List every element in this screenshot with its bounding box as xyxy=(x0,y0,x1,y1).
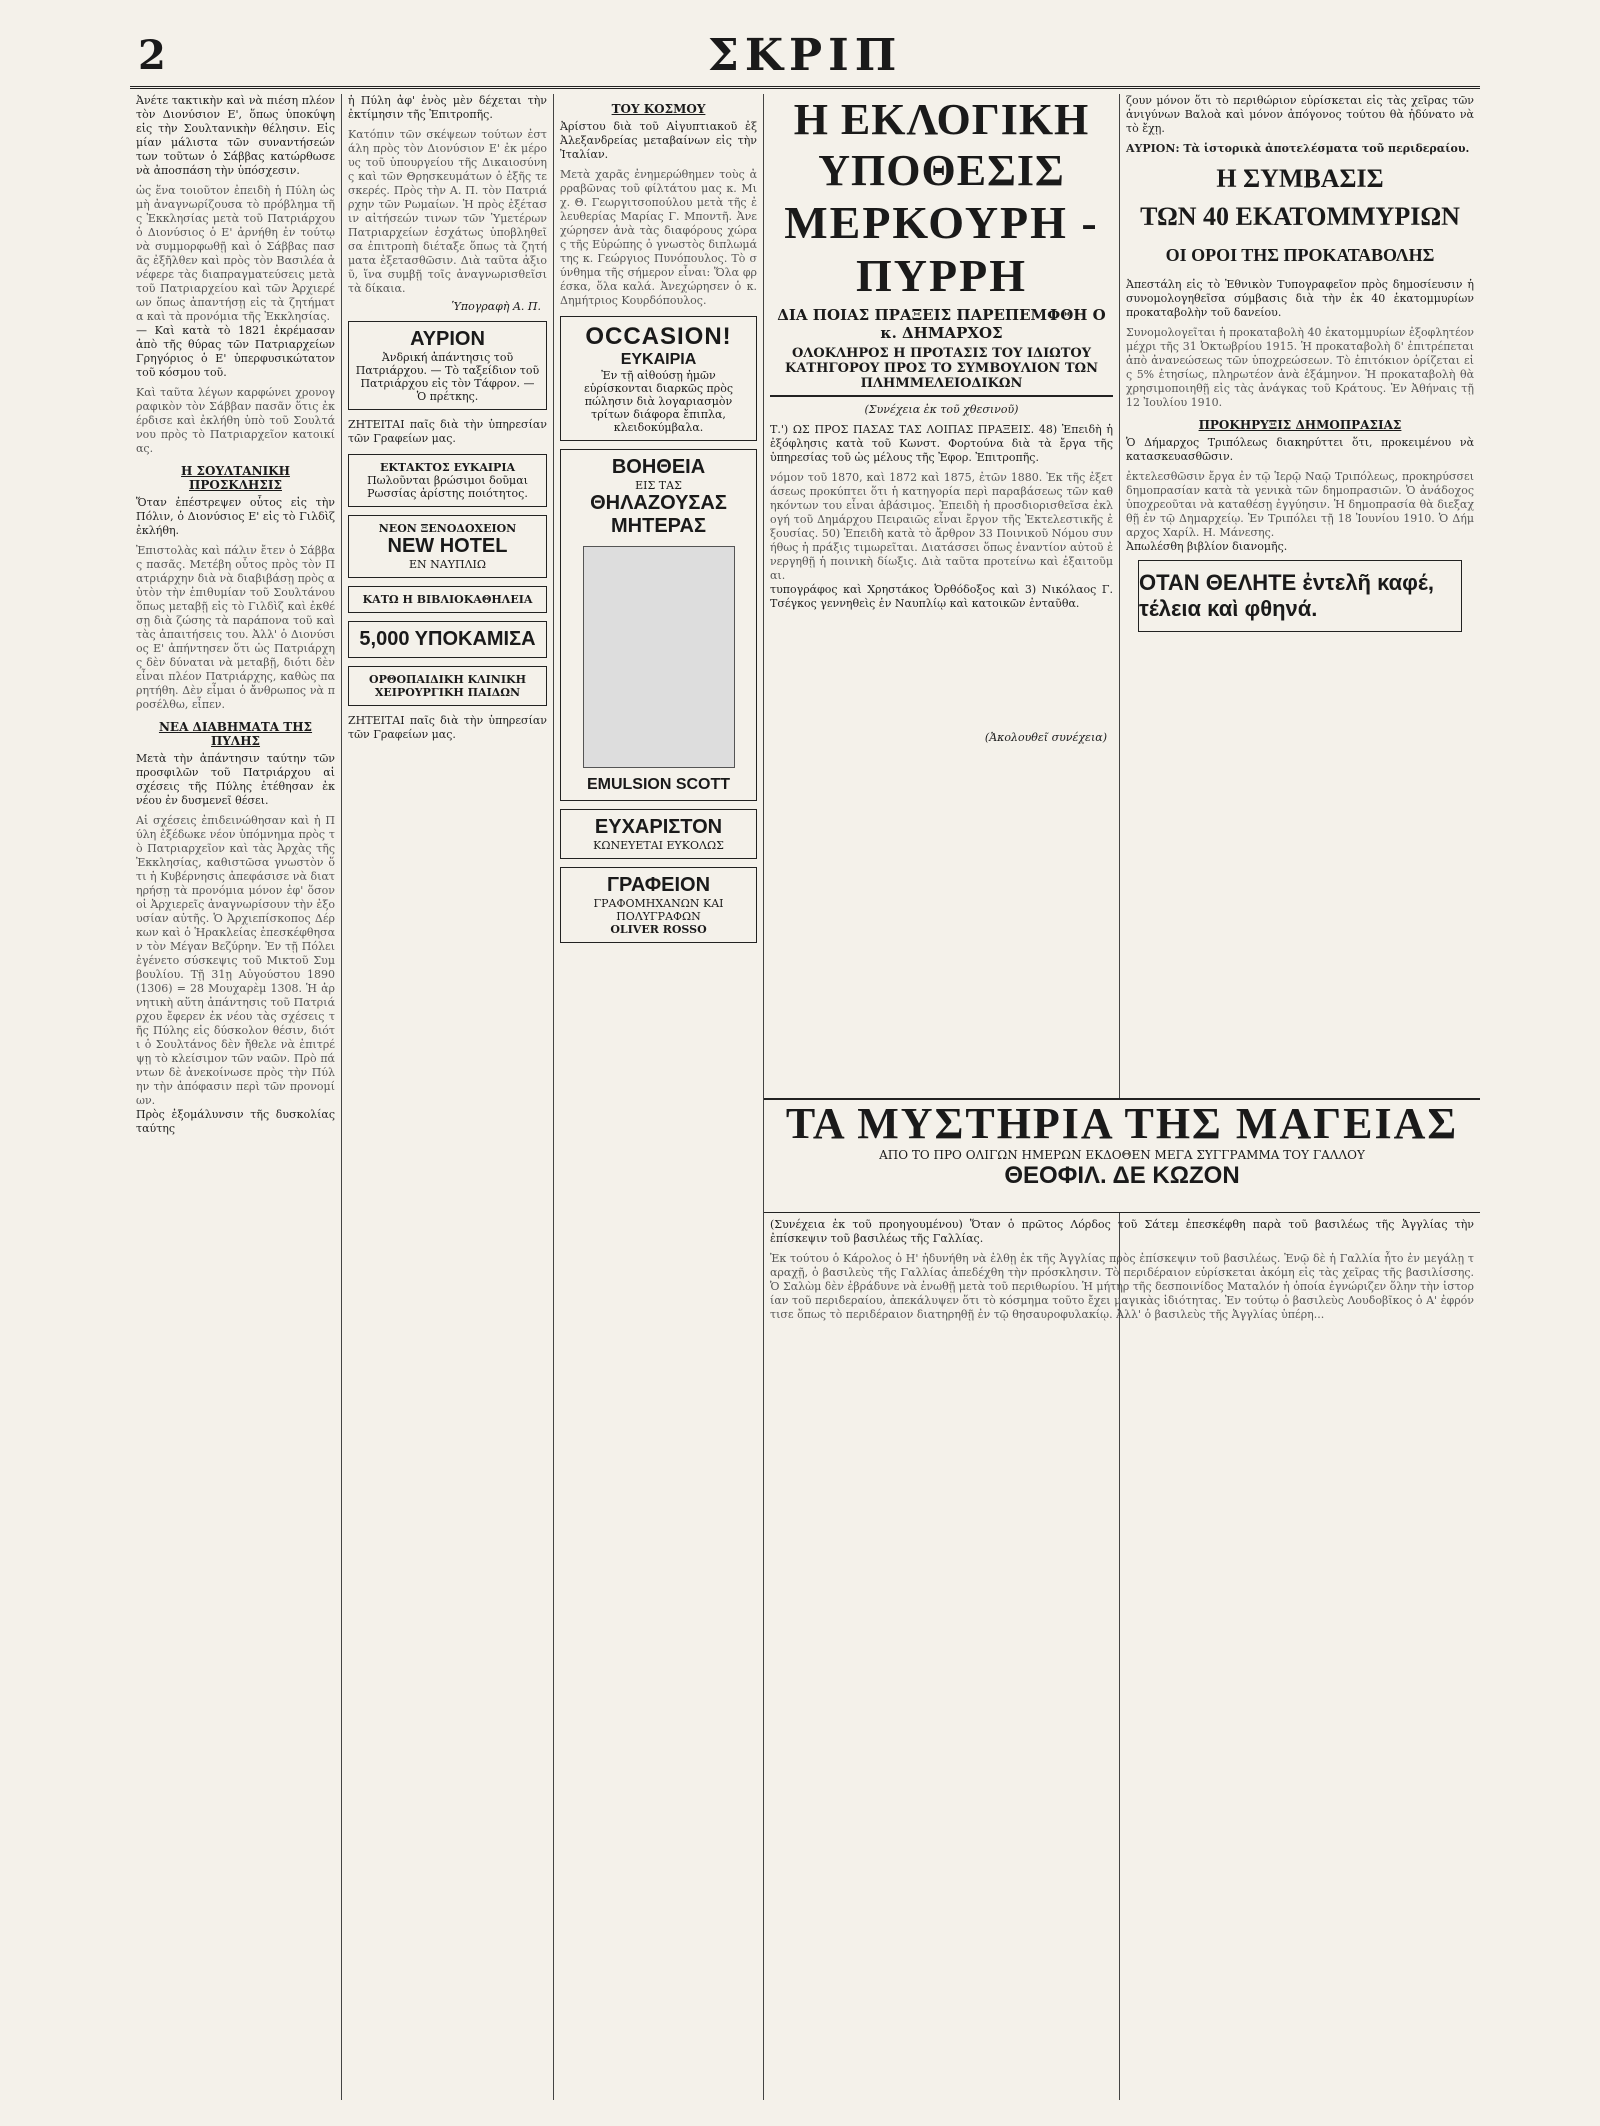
col3-ad-scott-l2: ΕΙΣ ΤΑΣ xyxy=(635,479,682,492)
column-5 xyxy=(1120,94,1480,2100)
main-headline xyxy=(770,94,1113,397)
col1-heading-2: ΝΕΑ ΔΙΑΒΗΜΑΤΑ ΤΗΣ ΠΥΛΗΣ xyxy=(158,720,313,748)
col3-para-1: Ἀρίστου διὰ τοῦ Αἰγυπτιακοῦ ἐξ Ἀλεξανδρείας μεταβαίνων εἰς τὴν Ἰταλίαν. xyxy=(560,120,757,161)
col2-wanted-2: ΖΗΤΕΙΤΑΙ παῖς διὰ τὴν ὑπηρεσίαν τῶν Γραφείων μας. xyxy=(348,714,547,741)
main-headline-3: ΔΙΑ ΠΟΙΑΣ ΠΡΑΞΕΙΣ ΠΑΡΕΠΕΜΦΘΗ Ο κ. ΔΗΜΑΡΧΟΣ xyxy=(777,306,1106,342)
column-1 xyxy=(130,94,342,2100)
col3-ad-eucharist xyxy=(560,809,757,859)
magic-author: ΘΕΟΦΙΛ. ΔΕ ΚΩΖΟΝ xyxy=(1004,1162,1240,1189)
col1-filler-3: Ἐπιστολὰς καὶ πάλιν ἔτεν ὁ Σάββας πασᾶς. Μετέβη οὗτος πρὸς τὸν Πατριάρχην διὰ νὰ διαβιβάσῃ πρὸς αὐτὸν τὴν ἐπιθυμίαν τοῦ Σουλτάνου ὅπως μεταβῇ εἰς τὸ Γιλδὶζ καὶ ἐκθέσῃ διὰ ζώσης τὰ παράπονα τοῦ καὶ τὰς ἀπαιτήσεις του. Ἀλλ' ὁ Διονύσιος Ε' ἀπήντησεν ὅτι ὡς Πατριάρχης δὲν δύναται νὰ μεταβῇ, διότι δὲν εἶναι πλέον Πατριάρχης, καθὼς παρητήθη. Δὲν εἶμαι ὁ ἄνθρωπος νὰ προσέλθω, εἶπεν. xyxy=(136,544,335,711)
col3-filler-1: Μετὰ χαρᾶς ἐνημερώθημεν τοὺς ἀρραβῶνας τοῦ φίλτάτου μας κ. Μιχ. Θ. Γεωργιτσοπούλου μετὰ τῆς ἐλευθερίας Μαρίας Γ. Μποντῆ. Ἀνεχώρησεν ἀνὰ τὰς διαφόρους χώρας τῆς Εὐρώπης ὁ γνωστὸς διπλωμάτης κ. Γεώργιος Πυνόπουλος. Τὸ σύνθημα τῆς σήμερον εἶναι: Ὅλα φρέσκα, ὅλα καλά. Ἀνεχώρησεν ὁ κ. Δημήτριος Κουρδόπουλος. xyxy=(560,168,757,307)
newspaper-title: ΣΚΡΙΠ xyxy=(707,30,903,81)
main-headline-1: Η ΕΚΛΟΓΙΚΗ ΥΠΟΘΕΣΙΣ xyxy=(793,95,1090,195)
col3-ad-eucharist-l2: ΚΩΝΕΥΕΤΑΙ ΕΥΚΟΛΩΣ xyxy=(593,839,724,852)
magic-filler: Ἐκ τούτου ὁ Κάρολος ὁ Η' ἠδυνήθη νὰ ἐλθῃ ἐκ τῆς Ἀγγλίας πρὸς ἐπίσκεψιν τοῦ βασιλέως. Ἐνῷ δὲ ἡ Γαλλία ἦτο ἐν μεγάλῃ ταραχῇ, ὁ βασιλεὺς τῆς Γαλλίας ἀπεδέχθη τὴν πρόσκλησιν. Τὸ περιδέραιον εὑρίσκεται ἀκόμη εἰς τὰς χεῖρας τῆς βασιλίσσης. Ὁ Σαλὼμ δὲν ἐβράδυνε νὰ ἐνωθῇ μετὰ τοῦ περιθωρίου. Ἡ μήτηρ τῆς δεσποινίδος Ματαλόν ἡ ὁποία ἐγνώριζεν ὅλην τὴν ἱστορίαν τοῦ περιδεραίου, ἀπεκάλυψεν ὅτι τὸ κόσμημα τοῦτο ἔχει μαγικὰς ἰδιότητας. Ἐν τούτῳ ὁ βασιλεὺς Λουδοβῖκος ὁ Α' ἐφρόντισε ὅπως τὸ περιδέραιον διατηρηθῇ ἐν τῷ θησαυροφυλακίῳ. Ἀλλ' ὁ βασιλεὺς τῆς Ἀγγλίας ὑπέρη... xyxy=(770,1252,1474,1321)
col5-heading-4: ΠΡΟΚΗΡΥΞΙΣ ΔΗΜΟΠΡΑΣΙΑΣ xyxy=(1198,418,1402,432)
col1-filler: ὡς ἕνα τοιοῦτον ἐπειδὴ ἡ Πύλη ὡς μὴ ἀναγνωρίζουσα τὸ πρόβλημα τῆς Ἐκκλησίας μετὰ τοῦ Πατριάρχου ὁ Διονύσιος ὁ Ε' ἀρνήθη ἐν τούτῳ νὰ συμμορφωθῇ καὶ ὁ Σάββας πασᾶς ἐξῆλθεν καὶ πρὸς τὸν Βασιλέα ἀνέφερε τὰς διαπραγματεύσεις μετὰ τοῦ Πατριαρχείου καὶ τῶν Ἀρχιερέων ὅπως ἀπαντήσῃ εἰς τὰ ζητήματα καὶ τὰ προνόμια τῆς Ἐκκλησίας. xyxy=(136,184,335,323)
col3-ad-scott xyxy=(560,449,757,801)
col3-ad-scott-l4: ΜΗΤΕΡΑΣ xyxy=(611,515,706,537)
main-headline-2: ΜΕΡΚΟΥΡΗ - ΠΥΡΡΗ xyxy=(784,197,1099,301)
col2-signature: Ὑπογραφὴ Α. Π. xyxy=(451,300,541,313)
page xyxy=(130,28,1480,2106)
col2-ad-hotel xyxy=(348,515,547,578)
col1-para-5: Πρὸς ἐξομάλυνσιν τῆς δυσκολίας ταύτης xyxy=(136,1108,335,1135)
col1-para-4: Μετὰ τὴν ἀπάντησιν ταύτην τῶν προσφιλῶν τοῦ Πατριάρχου αἱ σχέσεις τῆς Πύλης ἐτέθησαν ἐκ νέου ἐν δυσμενεῖ θέσει. xyxy=(136,752,335,807)
col5-filler-1: Συνομολογεῖται ἡ προκαταβολὴ 40 ἑκατομμυρίων ἐξοφλητέον μέχρι τῆς 31 Ὀκτωβρίου 1915. Ἡ προκαταβολὴ δ' ἐπιτρέπεται ἀπὸ ἀνανεώσεως τῶν ὑποχρεώσεων. Τὸ ἐπιτόκιον ὁρίζεται εἰς 5% ἐτησίως, πληρωτέον ἀνὰ ἑξάμηνον. Ἡ προκαταβολὴ θὰ χρησιμοποιηθῇ εἰς τὰς ἀνάγκας τοῦ Κράτους. Ἐν Ἀθήναις τῇ 12 Ἰουλίου 1910. xyxy=(1126,326,1474,409)
col5-para-4: Ἀπωλέσθη βιβλίον διανομῆς. xyxy=(1126,540,1288,553)
col5-para-2: Ἀπεστάλη εἰς τὸ Ἐθνικὸν Τυπογραφεῖον πρὸς δημοσίευσιν ἡ συνομολογηθεῖσα σύμβασις διὰ τὴν ἐκ 40 ἑκατομμυρίων προκαταβολὴν τοῦ δανείου. xyxy=(1126,278,1474,319)
magic-title: ΤΑ ΜΥΣΤΗΡΙΑ ΤΗΣ ΜΑΓΕΙΑΣ xyxy=(785,1099,1459,1148)
col1-para-1: Ἀνέτε τακτικὴν καὶ νὰ πιέση πλέον τὸν Διονύσιον Ε', ὅπως ὑποκύψη εἰς τὴν Σουλτανικὴν θέλησιν. Εἰς μίαν μάλιστα τῶν συναντήσεών των τοῦτων ὁ Σάββας κατώρθωσε νὰ ἀποσπάση τὴν ὑπόσχεσιν. xyxy=(136,94,335,177)
col2-ad-hotel-title: ΝΕΟΝ ΞΕΝΟΔΟΧΕΙΟΝ xyxy=(378,522,517,535)
column-4 xyxy=(764,94,1120,2100)
main-para-2: τυπογράφος καὶ Χρηστάκος Ὀρθόδοξος καὶ 3) Νικόλαος Γ. Τσέγκος γεννηθεὶς ἐν Ναυπλίῳ καὶ κατοικῶν ἐνταῦθα. xyxy=(770,583,1113,610)
col3-ad-occasion xyxy=(560,316,757,441)
col5-headline-3: ΟΙ ΟΡΟΙ ΤΗΣ ΠΡΟΚΑΤΑΒΟΛΗΣ xyxy=(1165,245,1435,265)
col2-ad-opportunity xyxy=(348,454,547,507)
col2-ad-opportunity-body: Πωλοῦνται βρώσιμοι δοῦμαι Ρωσσίας ἀρίστης ποιότητος. xyxy=(367,474,528,500)
col3-ad-occasion-sub: ΕΥΚΑΙΡΙΑ xyxy=(620,351,697,368)
col3-ad-eucharist-l1: ΕΥΧΑΡΙΣΤΟΝ xyxy=(594,816,723,838)
magic-body: (Συνέχεια ἐκ τοῦ προηγουμένου) Ὅταν ὁ πρῶτος Λόρδος τοῦ Σάτεμ ἐπεσκέφθη παρὰ τοῦ βασιλέως τῆς Ἀγγλίας τὴν ἐπίσκεψιν τοῦ βασιλέως τῆς Γαλλίας. xyxy=(770,1218,1474,1245)
column-2 xyxy=(342,94,554,2100)
col3-ad-occasion-title: OCCASION! xyxy=(585,323,732,350)
magic-book-ad xyxy=(764,1098,1480,1213)
col3-ad-scott-l3: ΘΗΛΑΖΟΥΣΑΣ xyxy=(590,492,727,514)
col2-ad-tomorrow-title: ΑΥΡΙΟΝ xyxy=(410,328,485,350)
col3-ad-scott-l1: ΒΟΗΘΕΙΑ xyxy=(611,456,706,478)
scott-illustration xyxy=(583,546,735,768)
col1-filler-4: Αἱ σχέσεις ἐπιδεινώθησαν καὶ ἡ Πύλη ἐξέδωκε νέον ὑπόμνημα πρὸς τὸ Πατριαρχεῖον καὶ τὰς Ἀρχὰς τῆς Ἐκκλησίας, καθιστῶσα γνωστὸν ὅτι ἡ Κυβέρνησις ἀπεφάσισε νὰ διατηρήσῃ τὰ προνόμια μόνον ἐφ' ὅσον οἱ Ἀρχιερεῖς ἀναγνωρίσουν τὴν ἐξουσίαν αὐτῆς. Ὁ Ἀρχιεπίσκοπος Δέρκων καὶ ὁ Ἡρακλείας ἐπεσκέφθησαν τὸν Μέγαν Βεζύρην. Ἐν τῇ Πόλει ἐγένετο σύσκεψις τοῦ Μικτοῦ Συμβουλίου. Τῇ 31ῃ Αὐγούστου 1890 (1306) = 28 Μουχαρὲμ 1308. Ἡ ἀρνητικὴ αὕτη ἀπάντησις τοῦ Πατριάρχου ἔφερεν ἐκ νέου τὰς σχέσεις τῆς Πύλης εἰς δύσκολον θέσιν, διότι ὁ Σουλτάνος δὲν ἤθελε νὰ ἐπιτρέψῃ τὸ κλείσιμον τῶν ναῶν. Πρὸ πάντων δὲ ἀνεκοίνωσε πρὸς τὴν Πύλην τὴν ἀπόφασιν περὶ τῶν προνομίων. xyxy=(136,814,335,1107)
col3-ad-office-sub: ΓΡΑΦΟΜΗΧΑΝΩΝ ΚΑΙ ΠΟΛΥΓΡΑΦΩΝ xyxy=(593,897,724,923)
col2-ad-clinic-title: ΟΡΘΟΠΑΙΔΙΚΗ ΚΛΙΝΙΚΗ xyxy=(369,673,526,686)
col3-ad-scott-brand: EMULSION SCOTT xyxy=(586,776,731,793)
col2-ad-shirts xyxy=(348,621,547,658)
col3-ad-office xyxy=(560,867,757,943)
col2-filler-1: Κατόπιν τῶν σκέψεων τούτων ἐστάλη πρὸς τὸν Διονύσιον Ε' ἐκ μέρους τοῦ ὑπουργείου τῆς Δικαιοσύνης καὶ τῶν Θρησκευμάτων ὁ ἑξῆς τεσκερές. Πρὸς τὴν Α. Π. τὸν Πατριάρχην τῶν Ρωμαίων. Ἡ πρὸς ἐξέτασιν αἰτήσεών τινων τῶν Ὑμετέρων Πατριαρχείων ἐσχάτως ὑποβληθεῖσα ἐπιτροπὴ διέταξε ὅπως τὰ ζητήματα ἐξετασθῶσιν. Διὰ ταῦτα ἀξιοῦ, ἵνα συμβῇ τοῖς ἀναγνωρισθεῖσι τὰ δίκαια. xyxy=(348,128,547,295)
col2-ad-tomorrow xyxy=(348,321,547,410)
col3-ad-office-title: ΓΡΑΦΕΙΟΝ xyxy=(606,874,711,896)
col1-para-3: Ὅταν ἐπέστρεψεν οὗτος εἰς τὴν Πόλιν, ὁ Διονύσιος Ε' εἰς τὸ Γιλδὶζ ἐκλήθη. xyxy=(136,496,335,537)
col2-para-1: ἡ Πύλη ἀφ' ἑνὸς μὲν δέχεται τὴν ἐκτίμησιν τῆς Ἐπιτροπῆς. xyxy=(348,94,547,121)
columns xyxy=(130,94,1480,2100)
col5-para-3: Ὁ Δήμαρχος Τριπόλεως διακηρύττει ὅτι, προκειμένου νὰ κατασκευασθῶσιν. xyxy=(1126,436,1474,463)
column-3 xyxy=(554,94,764,2100)
col2-ad-library xyxy=(348,586,547,613)
col2-ad-tomorrow-body: Ἀνδρική ἀπάντησις τοῦ Πατριάρχου. — Τὸ ταξείδιον τοῦ Πατριάρχου εἰς τὸν Τάφρον. — Ὁ πρέτκης. xyxy=(355,351,540,403)
main-filler-1: νόμον τοῦ 1870, καὶ 1872 καὶ 1875, ἐτῶν 1880. Ἐκ τῆς ἐξετάσεως προκύπτει ὅτι ἡ κατηγορία περὶ παραβάσεως τῶν καθηκόντων του εἶναι ἀβάσιμος. Ἐπειδὴ ἡ προσδιορισθεῖσα ἐκλογή τοῦ Δημάρχου Πειραιῶς εἶναι ἔργον τῆς Ἐκτελεστικῆς ἐξουσίας. 50) Ἐπειδὴ κατὰ τὸ ἄρθρον 33 Ποινικοῦ Νόμου συνήθως ἡ πράξις τιμωρεῖται. Διατάσσει ὅπως ἐναντίον αὐτοῦ ἐνεργηθῇ ἡ ποινικὴ δίωξις. Διὰ ταῦτα προτείνω καὶ ἐξαιτοῦμαι. xyxy=(770,471,1113,582)
col2-ad-shirts-title: 5,000 ΥΠΟΚΑΜΙΣΑ xyxy=(359,628,536,650)
col5-filler-2: ἐκτελεσθῶσιν ἔργα ἐν τῷ Ἱερῷ Ναῷ Τριπόλεως, προκηρύσσει δημοπρασίαν κατὰ τὰ γενικὰ τῶν δημοπρασιῶν. Ὁ ἀνάδοχος ὑποχρεοῦται νὰ καταθέσῃ ἐγγύησιν. Ἡ δημοπρασία θὰ διεξαχθῇ ἐν τῷ Δημαρχείῳ. Ἐν Τριπόλει τῇ 18 Ἰουνίου 1910. Ὁ Δήμαρχος Χαρίλ. Η. Μάνεσης. xyxy=(1126,470,1474,539)
col3-ad-occasion-body: Ἐν τῇ αἰθούσῃ ἡμῶν εὑρίσκονται διαρκῶς πρὸς πώλησιν διὰ λογαριασμὸν τρίτων διάφορα ἔπιπλα, κλειδοκύμβαλα. xyxy=(584,369,733,434)
col2-wanted-1: ΖΗΤΕΙΤΑΙ παῖς διὰ τὴν ὑπηρεσίαν τῶν Γραφείων μας. xyxy=(348,418,547,445)
masthead xyxy=(130,28,1480,89)
col2-ad-clinic xyxy=(348,666,547,706)
col1-heading-1: Η ΣΟΥΛΤΑΝΙΚΗ ΠΡΟΣΚΛΗΣΙΣ xyxy=(181,464,290,492)
col5-ad-coffee: ΟΤΑΝ ΘΕΛΗΤΕ ἐντελῆ καφέ, τέλεια καὶ φθηνά. xyxy=(1138,560,1462,632)
col2-ad-opportunity-title: ΕΚΤΑΚΤΟΣ ΕΥΚΑΙΡΙΑ xyxy=(379,461,516,474)
col2-ad-library-title: ΚΑΤΩ Η ΒΙΒΛΙΟΚΑΘΗΛΕΙΑ xyxy=(362,593,533,606)
col5-headline-1: Η ΣΥΜΒΑΣΙΣ xyxy=(1216,164,1384,193)
col2-ad-clinic-sub: ΧΕΙΡΟΥΡΓΙΚΗ ΠΑΙΔΩΝ xyxy=(374,686,521,699)
magic-text-block xyxy=(770,1218,1474,1322)
page-number: 2 xyxy=(138,32,166,79)
col3-heading: ΤΟΥ ΚΟΣΜΟΥ xyxy=(611,102,706,116)
col5-tomorrow: ΑΥΡΙΟΝ: Τὰ ἱστορικὰ ἀποτελέσματα τοῦ περιδεραίου. xyxy=(1126,142,1470,155)
col2-ad-hotel-name: NEW HOTEL xyxy=(387,535,508,557)
col1-filler-2: Καὶ ταῦτα λέγων καρφώνει χρονογραφικὸν τὸν Σάββαν πασᾶν ὅτις ἐκέρδισε καὶ ἐκλήθη ὑπὸ τοῦ Σουλτάνου πρὸς τὸ Πατριαρχεῖον κατοικίας. xyxy=(136,386,335,455)
col3-ad-office-name: OLIVER ROSSO xyxy=(610,923,707,936)
main-continued: (Συνέχεια ἐκ τοῦ χθεσινοῦ) xyxy=(864,403,1019,416)
col2-ad-hotel-place: ΕΝ ΝΑΥΠΛΙΩ xyxy=(409,558,486,571)
col5-headline-2: ΤΩΝ 40 ΕΚΑΤΟΜΜΥΡΙΩΝ xyxy=(1140,202,1460,231)
magic-sub: ΑΠΟ ΤΟ ΠΡΟ ΟΛΙΓΩΝ ΗΜΕΡΩΝ ΕΚΔΟΘΕΝ ΜΕΓΑ ΣΥΓΓΡΑΜΜΑ ΤΟΥ ΓΑΛΛΟΥ xyxy=(879,1148,1365,1162)
col5-para-1: ζουν μόνον ὅτι τὸ περιθώριον εὑρίσκεται εἰς τὰς χεῖρας τῶν ἀνιγύνων Βαλοὰ καὶ μόνον ἀπόγονος τούτου θὰ ἠδύνατο νὰ τὸ ἔχῃ. xyxy=(1126,94,1474,135)
main-headline-4: ΟΛΟΚΛΗΡΟΣ Η ΠΡΟΤΑΣΙΣ ΤΟΥ ΙΔΙΩΤΟΥ ΚΑΤΗΓΟΡΟΥ ΠΡΟΣ ΤΟ ΣΥΜΒΟΥΛΙΟΝ ΤΩΝ ΠΛΗΜΜΕΛΕΙΟΔΙΚΩΝ xyxy=(785,346,1098,391)
main-para-1: Τ.') ΩΣ ΠΡΟΣ ΠΑΣΑΣ ΤΑΣ ΛΟΙΠΑΣ ΠΡΑΞΕΙΣ. 48) Ἐπειδὴ ἡ ἐξόφλησις κατὰ τοῦ Κωνστ. Φορτούνα διὰ τὰ ἔργα τῆς ὑπηρεσίας τοῦ ὡς μέλους τῆς Ἐφορ. Ἐπιτροπῆς. xyxy=(770,423,1113,464)
main-signoff: (Ἀκολουθεῖ συνέχεια) xyxy=(984,731,1107,744)
col1-para-2: — Καὶ κατὰ τὸ 1821 ἐκρέμασαν ἀπὸ τῆς θύρας τῶν Πατριαρχείων Γρηγόριος ὁ Ε' ὑπερφυσικώτατον τοῦ κόσμου τοῦ. xyxy=(136,324,335,379)
